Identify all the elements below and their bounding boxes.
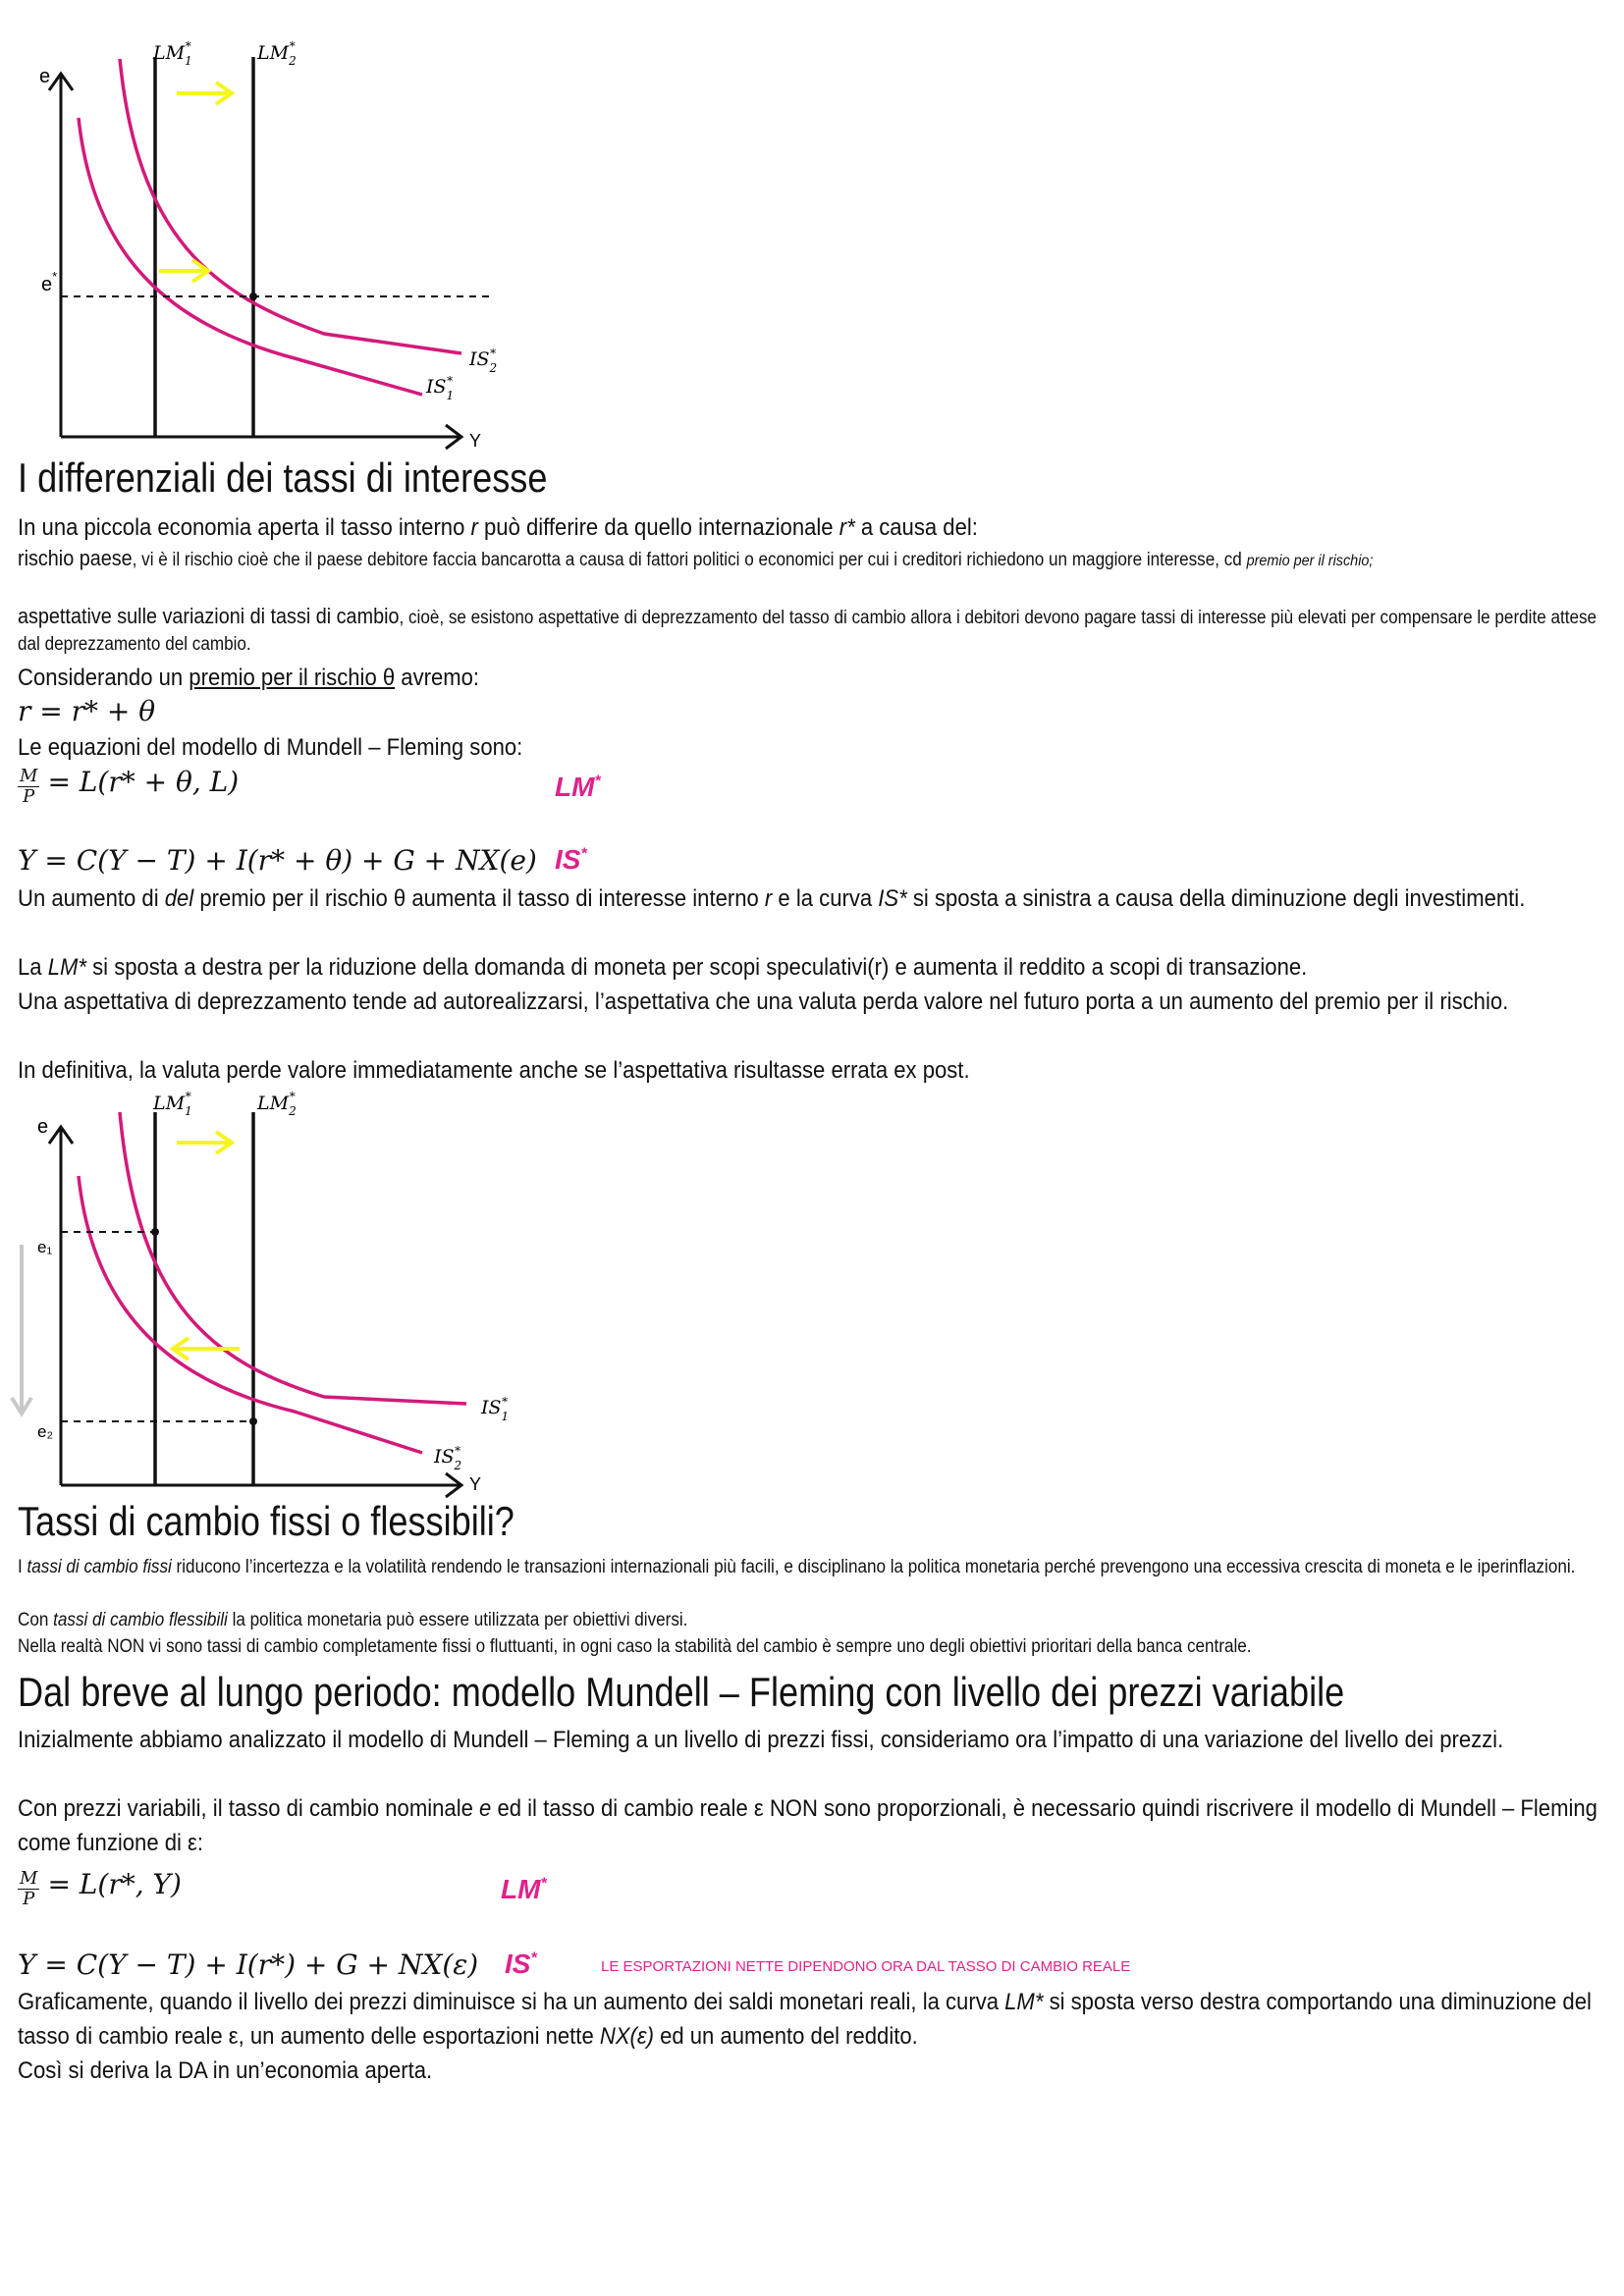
section3-net-exports-note: LE ESPORTAZIONI NETTE DIPENDONO ORA DAL TASSO DI CAMBIO REALE [601, 1958, 1131, 1975]
chart2-point-e2 [249, 1417, 257, 1425]
section2-title: Tassi di cambio fissi o flessibili? [18, 1498, 514, 1544]
chart1-x-label: Y [469, 431, 482, 451]
section3-lm-fraction: $\frac{M}{P}$ [20, 1868, 38, 1910]
chart1-is2-curve [120, 59, 461, 353]
chart2-is2-label: $IS_2*$ [434, 1444, 462, 1472]
section3-lm-tag: LM* [501, 1874, 547, 1904]
chart1-lm1-label: $LM_1*$ [153, 39, 192, 68]
section1-is-tag: IS* [555, 844, 587, 875]
section1-eq-lm: $\frac{M}{P}$ = L(r* + θ, L) LM* [20, 766, 601, 808]
chart1-is1-curve [79, 118, 422, 395]
chart1-is1-label: $IS_1*$ [426, 374, 455, 402]
chart1-e-star-label: e* [41, 269, 58, 295]
chart1-shift-arrow-top [177, 82, 232, 104]
chart2-is1-curve [120, 1112, 466, 1404]
chart2-point-e1 [151, 1228, 159, 1236]
section1-lm-tag: LM* [555, 772, 601, 802]
chart-1 [0, 0, 550, 456]
chart2-x-label: Y [469, 1474, 482, 1494]
section1-intro: In una piccola economia aperta il tasso interno r può differire da quello internazionale r* a causa del: [18, 514, 978, 541]
section3-eq-lm: $\frac{M}{P}$ = L(r*, Y) LM* [20, 1868, 547, 1910]
chart1-lm2-label: $LM_2*$ [257, 39, 297, 68]
chart2-e1-label: e₁ [37, 1238, 53, 1256]
section1-exchange-expectations: aspettative sulle variazioni di tassi di cambio, cioè, se esistono aspettative di deprezzamento del tasso di cambio allora i debitori devono pagare tassi di interesse più elevati per compensare le perdite attese dal deprezzamento del cambio. [18, 604, 1597, 655]
section1-p-lm-shift: La LM* si sposta a destra per la riduzione della domanda di moneta per scopi speculativi(r) e aumenta il reddito a scopi di transazione. [18, 954, 1308, 981]
section1-risk-country: rischio paese, vi è il rischio cioè che il paese debitore faccia bancarotta a causa di fattori politici o economici per cui i creditori richiedono un maggiore interesse, cd premio per il rischio; [18, 546, 1374, 570]
section1-eq-r: r = r* + θ [18, 695, 156, 727]
section3-is-tag: IS* [505, 1949, 537, 1979]
chart1-is2-label: $IS_2*$ [469, 347, 498, 375]
section3-p-intro: Inizialmente abbiamo analizzato il modello di Mundell – Fleming a un livello di prezzi fissi, consideriamo ora l’impatto di una variazione del livello dei prezzi. [18, 1727, 1504, 1753]
section3-title: Dal breve al lungo periodo: modello Mundell – Fleming con livello dei prezzi variabile [18, 1669, 1345, 1715]
chart2-is2-curve [79, 1176, 422, 1453]
section2-p-flexible: Con tassi di cambio flessibili la politica monetaria può essere utilizzata per obiettivi diversi. [18, 1610, 688, 1630]
chart2-is1-label: $IS_1*$ [481, 1395, 510, 1423]
section1-eq-is: Y = C(Y − T) + I(r* + θ) + G + NX(e) IS* [18, 844, 587, 877]
section1-p-self-fulfilling: Una aspettativa di deprezzamento tende ad autorealizzarsi, l’aspettativa che una valuta perda valore nel futuro porta a un aumento del premio per il rischio. [18, 988, 1509, 1015]
chart2-y-label: e [37, 1116, 49, 1138]
chart-2 [0, 1088, 550, 1500]
section1-p-premium-increase: Un aumento di del premio per il rischio θ aumenta il tasso di interesse interno r e la curva IS* si sposta a sinistra a causa della diminuzione degli investimenti. [18, 885, 1526, 912]
chart2-shift-arrow-top [177, 1132, 232, 1153]
section1-lm-fraction: $\frac{M}{P}$ [20, 766, 38, 808]
chart2-depreciation-arrow [12, 1245, 31, 1414]
section2-p-reality: Nella realtà NON vi sono tassi di cambio completamente fissi o fluttuanti, in ogni caso la stabilità del cambio è sempre uno degli obiettivi prioritari della banca centrale. [18, 1636, 1252, 1657]
section1-p-conclusion: In definitiva, la valuta perde valore immediatamente anche se l’aspettativa risultasse errata ex post. [18, 1057, 970, 1084]
section3-eq-is: Y = C(Y − T) + I(r*) + G + NX(ε) IS* LE ESPORTAZIONI NETTE DIPENDONO ORA DAL TASSO DI CAMBIO REALE [18, 1949, 1131, 1981]
section3-p-conclusion: Così si deriva la DA in un’economia aperta. [18, 2057, 433, 2084]
chart1-equilibrium-point [249, 293, 257, 300]
chart2-e2-label: e₂ [37, 1422, 54, 1441]
section1-premium-intro: Considerando un premio per il rischio θ avremo: [18, 665, 480, 691]
section2-p-fixed: I tassi di cambio fissi riducono l’incertezza e la volatilità rendendo le transazioni internazionali più facili, e disciplinano la politica monetaria perché prevengono una eccessiva crescita di moneta e le iperinflazioni. [18, 1557, 1576, 1577]
chart1-y-label: e [39, 66, 51, 87]
section3-p-variable-prices: Con prezzi variabili, il tasso di cambio nominale e ed il tasso di cambio reale ε NON sono proporzionali, è necessario quindi riscrivere il modello di Mundell – Fleming come funzione di ε: [18, 1795, 1597, 1856]
section3-p-graphically: Graficamente, quando il livello dei prezzi diminuisce si ha un aumento dei saldi monetari reali, la curva LM* si sposta verso destra comportando una diminuzione del tasso di cambio reale ε, un aumento delle esportazioni nette NX(ε) ed un aumento del reddito. [18, 1989, 1592, 2050]
section1-equations-intro: Le equazioni del modello di Mundell – Fleming sono: [18, 734, 523, 761]
chart2-shift-arrow-left [173, 1338, 240, 1360]
section1-title: I differenziali dei tassi di interesse [18, 454, 548, 501]
chart2-lm1-label: $LM_1*$ [153, 1090, 192, 1118]
chart2-lm2-label: $LM_2*$ [257, 1090, 297, 1118]
